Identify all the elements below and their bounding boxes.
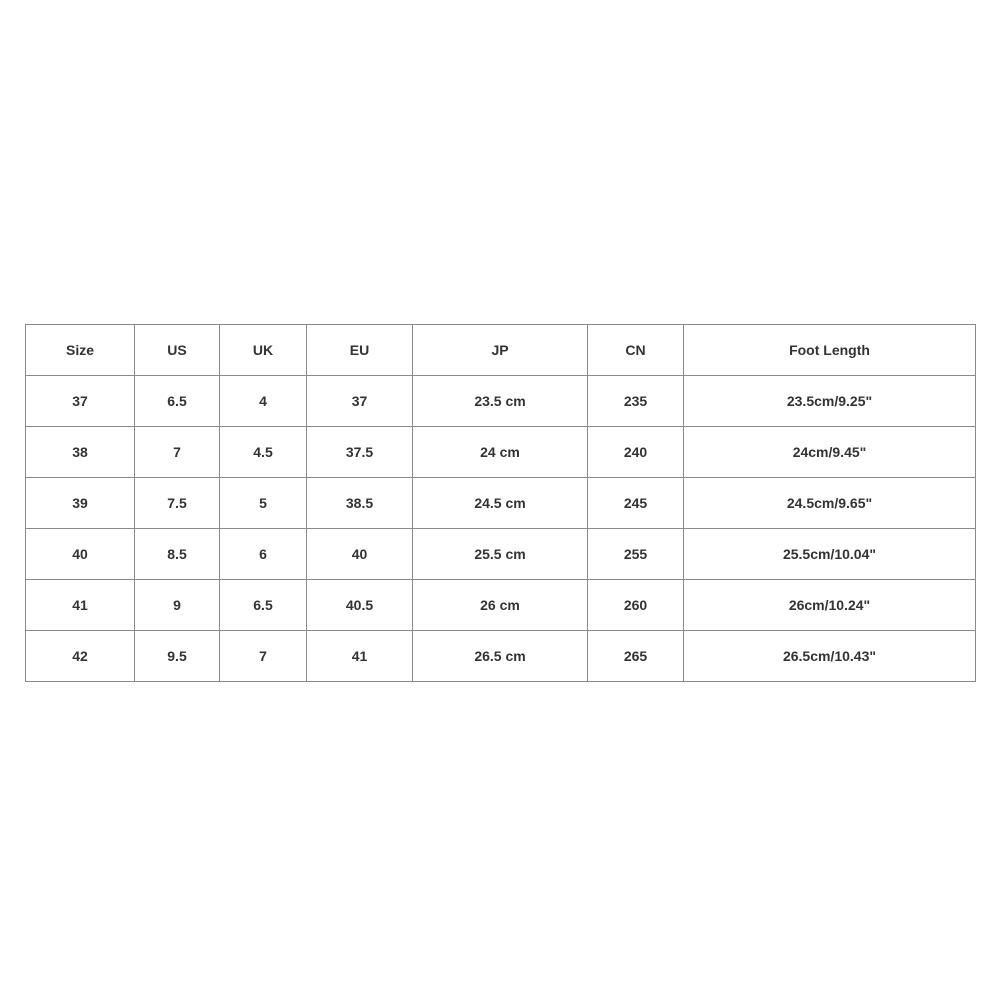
table-row: [26, 580, 976, 631]
cell-uk: 7: [220, 631, 307, 682]
size-chart-table: [25, 324, 976, 682]
cell-cn: 260: [588, 580, 684, 631]
header-us: US: [135, 325, 220, 376]
table-row: [26, 529, 976, 580]
cell-uk: 5: [220, 478, 307, 529]
cell-jp: 26 cm: [413, 580, 588, 631]
cell-jp: 25.5 cm: [413, 529, 588, 580]
cell-foot-length: 23.5cm/9.25": [684, 376, 976, 427]
cell-size: 40: [26, 529, 135, 580]
table-row: [26, 376, 976, 427]
header-row: [26, 325, 976, 376]
cell-us: 6.5: [135, 376, 220, 427]
cell-jp: 26.5 cm: [413, 631, 588, 682]
header-eu: EU: [307, 325, 413, 376]
cell-uk: 6.5: [220, 580, 307, 631]
cell-foot-length: 25.5cm/10.04": [684, 529, 976, 580]
cell-eu: 40.5: [307, 580, 413, 631]
header-cn: CN: [588, 325, 684, 376]
cell-jp: 24 cm: [413, 427, 588, 478]
cell-eu: 41: [307, 631, 413, 682]
cell-cn: 240: [588, 427, 684, 478]
cell-size: 39: [26, 478, 135, 529]
cell-eu: 37.5: [307, 427, 413, 478]
cell-uk: 6: [220, 529, 307, 580]
cell-size: 37: [26, 376, 135, 427]
cell-uk: 4.5: [220, 427, 307, 478]
cell-jp: 23.5 cm: [413, 376, 588, 427]
cell-eu: 40: [307, 529, 413, 580]
cell-cn: 235: [588, 376, 684, 427]
cell-size: 38: [26, 427, 135, 478]
cell-foot-length: 24.5cm/9.65": [684, 478, 976, 529]
cell-us: 7: [135, 427, 220, 478]
cell-cn: 255: [588, 529, 684, 580]
cell-us: 7.5: [135, 478, 220, 529]
header-size: Size: [26, 325, 135, 376]
header-foot-length: Foot Length: [684, 325, 976, 376]
table-row: [26, 427, 976, 478]
table-row: [26, 631, 976, 682]
cell-foot-length: 26.5cm/10.43": [684, 631, 976, 682]
cell-cn: 265: [588, 631, 684, 682]
cell-size: 41: [26, 580, 135, 631]
header-jp: JP: [413, 325, 588, 376]
table-header: [26, 325, 976, 376]
cell-cn: 245: [588, 478, 684, 529]
cell-uk: 4: [220, 376, 307, 427]
cell-us: 8.5: [135, 529, 220, 580]
cell-foot-length: 26cm/10.24": [684, 580, 976, 631]
table-row: [26, 478, 976, 529]
cell-eu: 37: [307, 376, 413, 427]
cell-size: 42: [26, 631, 135, 682]
cell-eu: 38.5: [307, 478, 413, 529]
table-body: [26, 376, 976, 682]
cell-us: 9.5: [135, 631, 220, 682]
cell-foot-length: 24cm/9.45": [684, 427, 976, 478]
header-uk: UK: [220, 325, 307, 376]
cell-us: 9: [135, 580, 220, 631]
cell-jp: 24.5 cm: [413, 478, 588, 529]
